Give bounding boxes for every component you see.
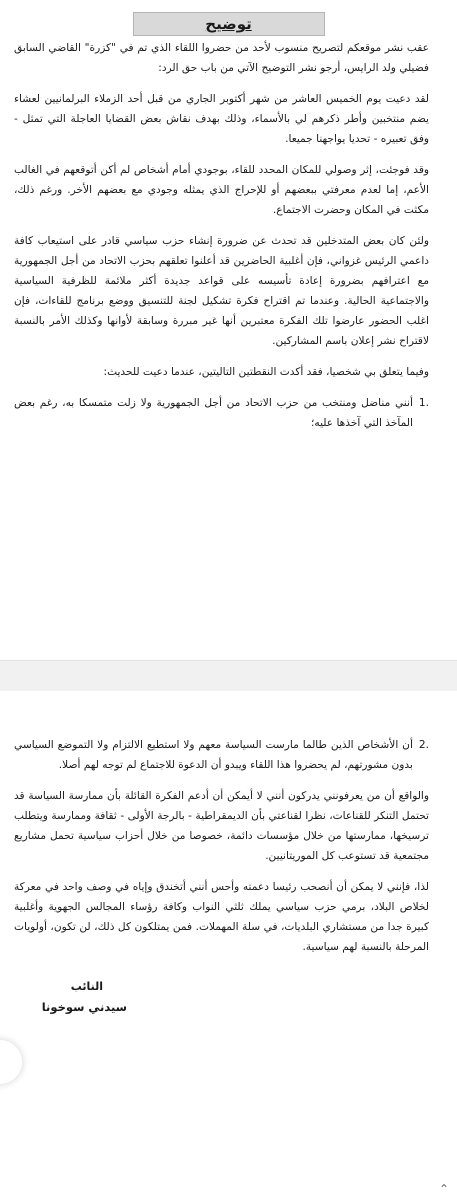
page-separator <box>0 660 457 692</box>
paragraph-invitation: لقد دعيت يوم الخميس العاشر من شهر أكتوبر الجاري من قبل أحد الزملاء البرلمانيين لعشاء يضم منتخبين وأطر ذكرهم لي بالأسماء، وذلك بهدف نقاش بعض القضايا العاجلة التي تمثل - وفق تعبيره - تحديا يواجهنا جميعا. <box>14 93 429 145</box>
list-item-number: 1. <box>418 397 429 409</box>
list-item-number: 2. <box>418 739 429 751</box>
paragraph-conclusion: لذا، فإنني لا يمكن أن أنصحب رئيسا دعمته وأحس أنني أتخندق وإياه في وصف واحد في معركة لخلاص البلاد، برمي حزب سياسي يملك ثلثي النواب وكافة رؤساء المجالس الجهوية وأغلبية كبيرة جدا من مستشاري البلديات، في سلة المهملات. فمن يمتلكون كل ذلك، لن تكون، أولويات المرحلة بالنسبة لهم سياسية. <box>14 881 429 953</box>
signature-block <box>0 977 457 1017</box>
paragraph-personal: وفيما يتعلق بي شخصيا، فقد أكدت النقطتين التاليتين، عندما دعيت للحديث: <box>103 366 429 378</box>
page-1-body <box>0 38 457 433</box>
signature-name: سيدني سوخونا <box>41 1000 127 1014</box>
paragraph-reality: والواقع أن من يعرفونني يدركون أنني لا أيمكن أن أدعم الفكرة القائلة بأن ممارسة السياسة قد تحتمل التنكر للقناعات، نظرا لقناعتي بأن الديمقراطية - بالرجة الأولى - ثقافة وممارسة ويتطلب ترسيخها، ممارستها من خلال مؤسسات دائمة، خصوصا من خلال أحزاب سياسية تحمل مشاريع مجتمعية قد تستوعب كل الموريتانيين. <box>14 790 429 862</box>
list-item-2 <box>14 735 429 775</box>
document-page-2 <box>0 691 457 1200</box>
document-title: توضيح <box>205 15 252 33</box>
list-item-text: أنني مناضل ومنتخب من حزب الاتحاد من أجل الجمهورية ولا زلت متمسكا به، رغم بعض المآخذ التي آخذها عليه؛ <box>14 397 413 429</box>
page-2-body <box>0 691 457 957</box>
title-box <box>133 12 325 36</box>
list-item-1 <box>14 393 429 433</box>
list-item-text: أن الأشخاص الذين طالما مارست السياسة معهم ولا استطيع الالتزام ولا التموضع السياسي بدون مشورتهم، لم يحضروا هذا اللقاء ويبدو أن الدعوة للاجتماع لم توجه لهم أصلا. <box>14 739 413 771</box>
chevron-up-icon[interactable]: ⌃ <box>438 1182 449 1196</box>
paragraph-intro: عقب نشر موقعكم لتصريح منسوب لأحد من حضروا اللقاء الذي تم في "كزرة" القاضي السابق فضيلي ولد الرايس، أرجو نشر التوضيح الآتي من باب حق الرد: <box>14 42 429 74</box>
paragraph-surprise: وقد فوجئت، إثر وصولي للمكان المحدد للقاء، بوجودي أمام أشخاص لم أكن أتوقعهم في الغالب الأعم، إما لعدم معرفتي ببعضهم أو للإحراج الذي يمثله وجودي مع بعضهم الأخر. ورغم ذلك، مكثت في المكان وحضرت الاجتماع. <box>14 164 429 216</box>
paragraph-discussion: ولئن كان بعض المتدخلين قد تحدث عن ضرورة إنشاء حزب سياسي قادر على استيعاب كافة داعمي الرئيس غزواني، فإن أغلبية الحاضرين قد أعلنوا تعلقهم بحزب الاتحاد من أجل الجمهورية مع اعترافهم بضرورة إعادة تأسيسه على قواعد جديدة أكثر ملائمة للظرفية السياسية والاجتماعية الحالية. وعندما تم اقتراح فكرة تشكيل لجنة للتنسيق ووضع برنامج للقاءات، فإن اغلب الحضور عارضوا تلك الفكرة معتبرين أنها غير مبررة وسابقة لأوانها وكذلك الأمر بالنسبة لاقتراح نشر إعلان باسم المشاركين. <box>14 235 429 347</box>
signature-role: النائب <box>70 980 103 993</box>
